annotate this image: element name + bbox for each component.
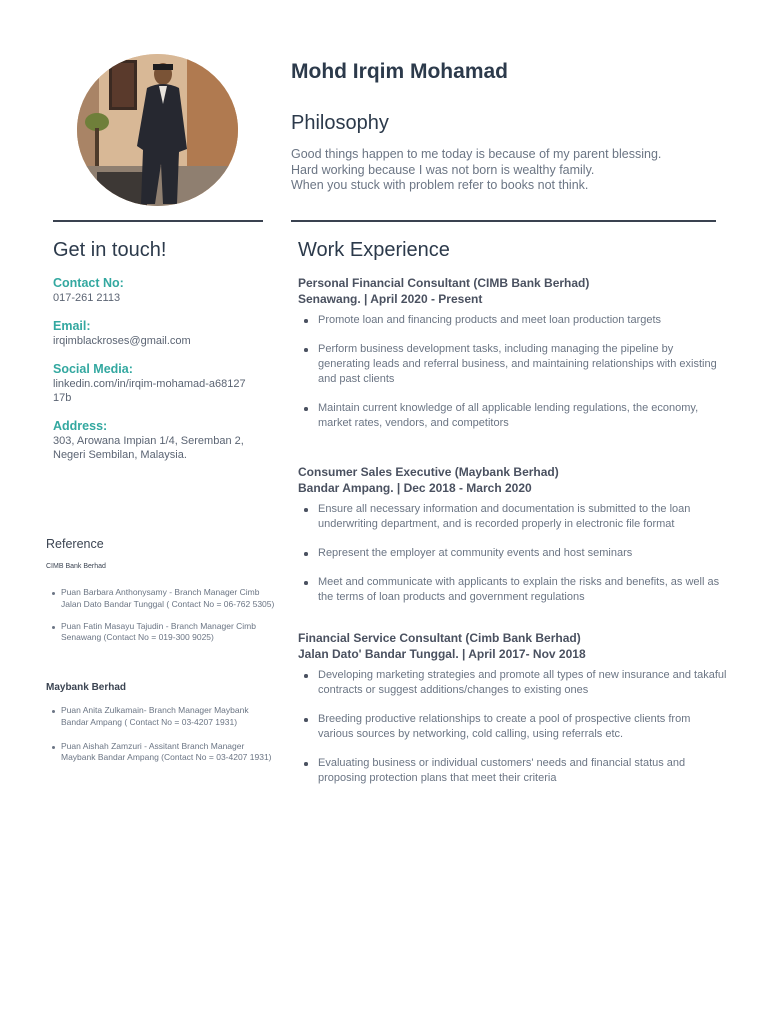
duty-item: Developing marketing strategies and promote all types of new insurance and takaful contracts or suggest additions/changes to existing ones [298, 668, 728, 698]
job-title: Consumer Sales Executive (Maybank Berhad) [298, 465, 559, 479]
contact-label: Address: [53, 419, 108, 433]
job-entry [298, 631, 728, 800]
reference-heading: Reference [46, 537, 104, 551]
right-divider [291, 220, 716, 222]
job-duties [298, 502, 728, 605]
reference-list [46, 587, 282, 644]
duty-item: Evaluating business or individual customers' needs and financial status and proposing protection plans that meet their criteria [298, 756, 728, 786]
candidate-name: Mohd Irqim Mohamad [291, 60, 508, 83]
contact-label: Contact No: [53, 276, 124, 290]
contact-heading: Get in touch! [53, 239, 167, 261]
job-location-date: Jalan Dato' Bandar Tunggal. | April 2017- Nov 2018 [298, 646, 586, 661]
job-entry [298, 276, 728, 445]
reference-item: Puan Barbara Anthonysamy - Branch Manager Cimb Jalan Dato Bandar Tunggal ( Contact No = 06-762 5305) [46, 587, 282, 611]
contact-value: linkedin.com/in/irqim-mohamad-a6812717b [53, 378, 246, 404]
duty-item: Maintain current knowledge of all applicable lending regulations, the economy, market rates, vendors, and competitors [298, 401, 728, 431]
job-duties [298, 313, 728, 431]
philosophy-heading: Philosophy [291, 112, 389, 134]
duty-item: Represent the employer at community events and host seminars [298, 546, 728, 561]
philosophy-text [291, 147, 721, 194]
reference-item: Puan Anita Zulkamain- Branch Manager Maybank Bandar Ampang ( Contact No = 03-4207 1931) [46, 705, 276, 729]
job-entry [298, 465, 728, 619]
profile-photo [77, 54, 238, 206]
contact-label: Email: [53, 319, 91, 333]
work-heading: Work Experience [298, 239, 450, 261]
duty-item: Ensure all necessary information and documentation is submitted to the loan underwriting department, and is recorded properly in electronic file format [298, 502, 728, 532]
job-title: Financial Service Consultant (Cimb Bank Berhad) [298, 631, 581, 645]
philosophy-line: When you stuck with problem refer to books not think. [291, 178, 589, 192]
contact-label: Social Media: [53, 362, 133, 376]
reference-company: Maybank Berhad [46, 682, 127, 693]
philosophy-line: Good things happen to me today is because of my parent blessing. [291, 147, 662, 161]
left-divider [53, 220, 263, 222]
reference-item: Puan Aishah Zamzuri - Assitant Branch Manager Maybank Bandar Ampang (Contact No = 03-4207 1931) [46, 741, 276, 765]
contact-email [53, 319, 273, 348]
duty-item: Perform business development tasks, including managing the pipeline by generating leads and referral business, and maintaining relationships with existing and past clients [298, 342, 728, 387]
philosophy-line: Hard working because I was not born is wealthy family. [291, 162, 595, 177]
contact-phone [53, 276, 273, 305]
contact-value: irqimblackroses@gmail.com [53, 335, 191, 347]
contact-value: 017-261 2113 [53, 292, 121, 304]
job-location-date: Bandar Ampang. | Dec 2018 - March 2020 [298, 480, 532, 495]
contact-address [53, 419, 268, 462]
duty-item: Breeding productive relationships to create a pool of prospective clients from various sources by networking, cold calling, using referrals etc. [298, 712, 728, 742]
job-title: Personal Financial Consultant (CIMB Bank Berhad) [298, 276, 590, 290]
duty-item: Meet and communicate with applicants to explain the risks and benefits, as well as the terms of loan products and government regulations [298, 575, 728, 605]
reference-company: CIMB Bank Berhad [46, 563, 106, 570]
reference-item: Puan Fatin Masayu Tajudin - Branch Manager Cimb Senawang (Contact No = 019-300 9025) [46, 621, 282, 645]
contact-social [53, 362, 248, 405]
job-duties [298, 668, 728, 786]
duty-item: Promote loan and financing products and meet loan production targets [298, 313, 728, 328]
contact-value: 303, Arowana Impian 1/4, Seremban 2, Negeri Sembilan, Malaysia. [53, 435, 244, 461]
job-location-date: Senawang. | April 2020 - Present [298, 291, 483, 306]
reference-list [46, 705, 276, 764]
